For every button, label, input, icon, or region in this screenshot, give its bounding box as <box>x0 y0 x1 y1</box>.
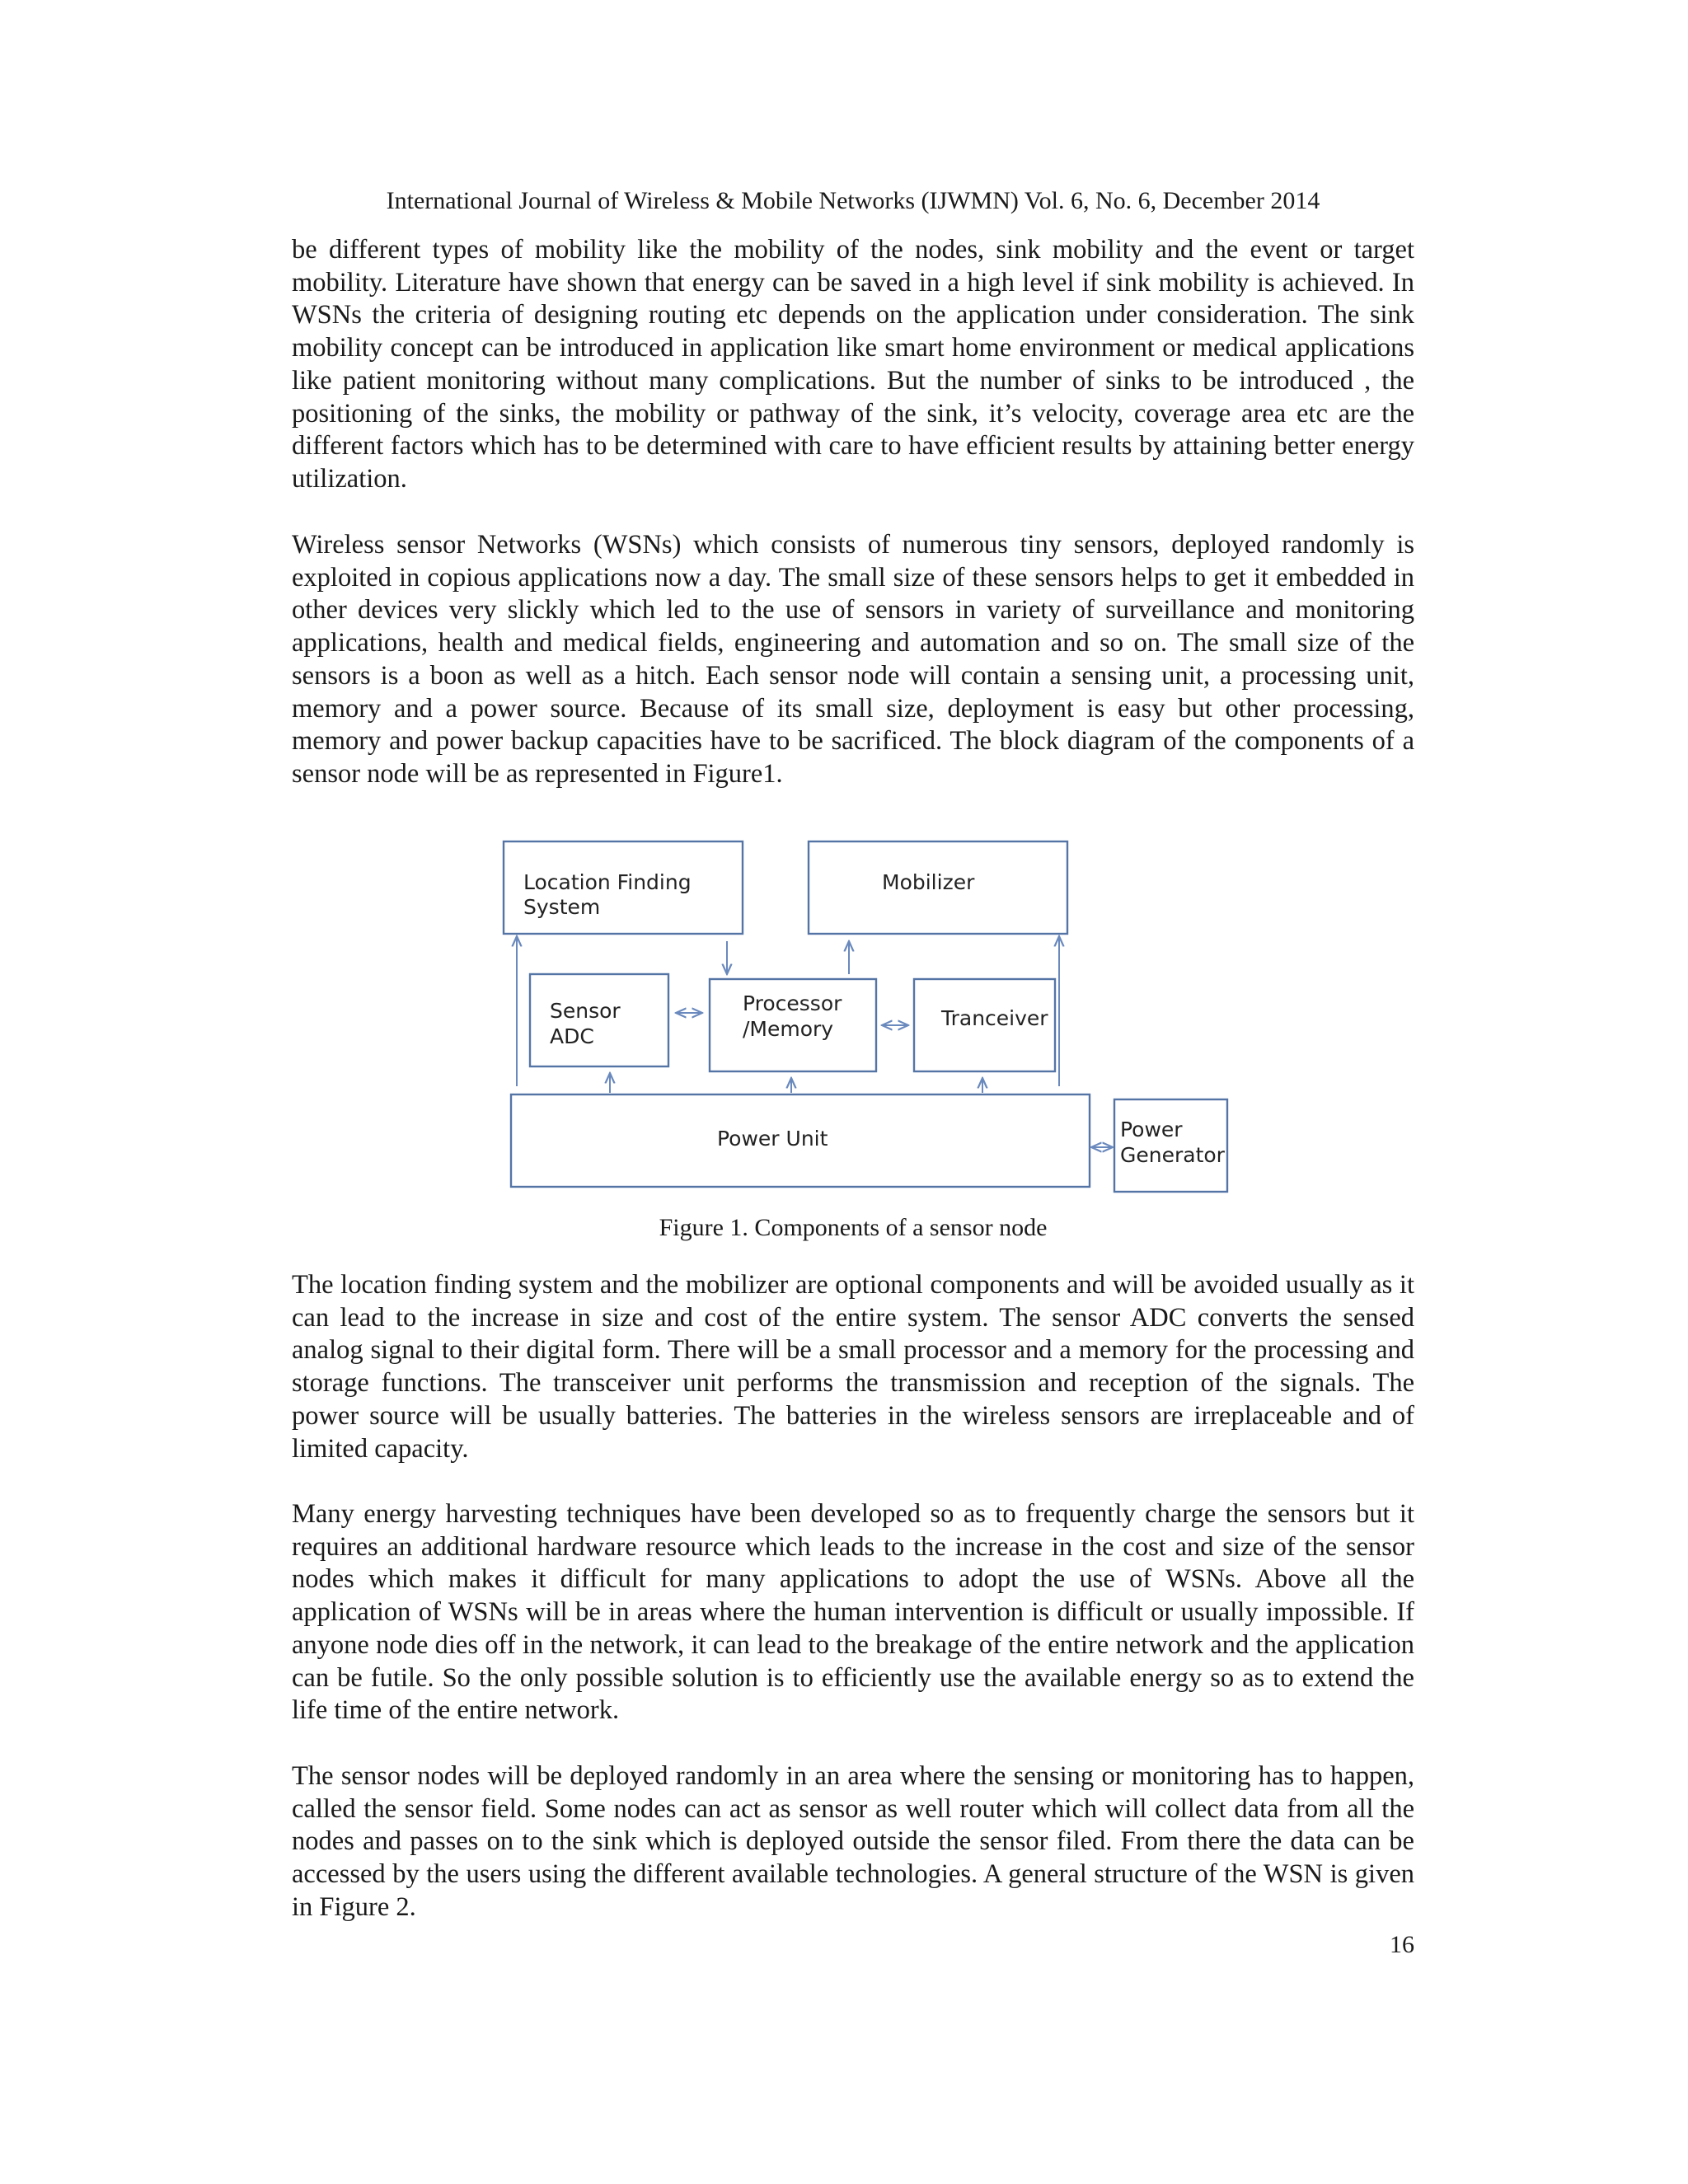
label-mobilizer: Mobilizer <box>882 870 975 894</box>
label-power: Power <box>1120 1118 1183 1141</box>
paragraph-energy-harvesting: Many energy harvesting techniques have been developed so as to frequently charge the sensors but it requires an additional hardware resource which leads to the increase in the cost and size of the sensor nodes which makes it difficult for many applications to adopt the use of WSNs. Above all the application of WSNs will be in areas where the human intervention is difficult or usually impossible. If anyone node dies off in the network, it can lead to the breakage of the entire network and the application can be futile. So the only possible solution is to efficiently use the available energy so as to extend the life time of the entire network. <box>292 1499 1414 1726</box>
label-adc: ADC <box>550 1024 594 1048</box>
label-location-finding: Location Finding <box>523 870 692 894</box>
label-transceiver: Tranceiver <box>941 1006 1048 1030</box>
label-system: System <box>523 895 601 919</box>
figure-caption: Figure 1. Components of a sensor node <box>659 1214 1048 1241</box>
label-memory: /Memory <box>743 1017 834 1041</box>
paragraph-sensor-field: The sensor nodes will be deployed randomly in an area where the sensing or monitoring has to happen, called the sensor field. Some nodes can act as sensor as well router which will collect data from all the nodes and passes on to the sink which is deployed outside the sensor filed. From there the data can be accessed by the users using the different available technologies. A general structure of the WSN is given in Figure 2. <box>292 1761 1414 1922</box>
label-processor: Processor <box>743 991 842 1015</box>
journal-header: International Journal of Wireless & Mobile Networks (IJWMN) Vol. 6, No. 6, December 2014 <box>386 187 1320 214</box>
block-diagram <box>495 832 1236 1203</box>
figure-sensor-node-components <box>495 832 1236 1203</box>
label-sensor: Sensor <box>550 999 621 1023</box>
paragraph-optional-components: The location finding system and the mobilizer are optional components and will be avoided usually as it can lead to the increase in size and cost of the entire system. The sensor ADC converts the sensed analog signal to their digital form. There will be a small processor and a memory for the processing and storage functions. The transceiver unit performs the transmission and reception of the signals. The power source will be usually batteries. The batteries in the wireless sensors are irreplaceable and of limited capacity. <box>292 1270 1414 1464</box>
paragraph-wsn-intro: Wireless sensor Networks (WSNs) which consists of numerous tiny sensors, deployed randomly is exploited in copious applications now a day. The small size of these sensors helps to get it embedded in other devices very slickly which led to the use of sensors in variety of surveillance and monitoring applications, health and medical fields, engineering and automation and so on. The small size of the sensors is a boon as well as a hitch. Each sensor node will contain a sensing unit, a processing unit, memory and a power source. Because of its small size, deployment is easy but other processing, memory and power backup capacities have to be sacrificed. The block diagram of the components of a sensor node will be as represented in Figure1. <box>292 530 1414 789</box>
paragraph-sink-mobility: be different types of mobility like the mobility of the nodes, sink mobility and the event or target mobility. Literature have shown that energy can be saved in a high level if sink mobility is achieved. In WSNs the criteria of designing routing etc depends on the application under consideration. The sink mobility concept can be introduced in application like smart home environment or medical applications like patient monitoring without many complications. But the number of sinks to be introduced , the positioning of the sinks, the mobility or pathway of the sink, it’s velocity, coverage area etc are the different factors which has to be determined with care to have efficient results by attaining better energy utilization. <box>292 235 1414 494</box>
label-generator: Generator <box>1120 1143 1225 1167</box>
page-number: 16 <box>1390 1931 1414 1958</box>
label-power-unit: Power Unit <box>717 1127 828 1151</box>
